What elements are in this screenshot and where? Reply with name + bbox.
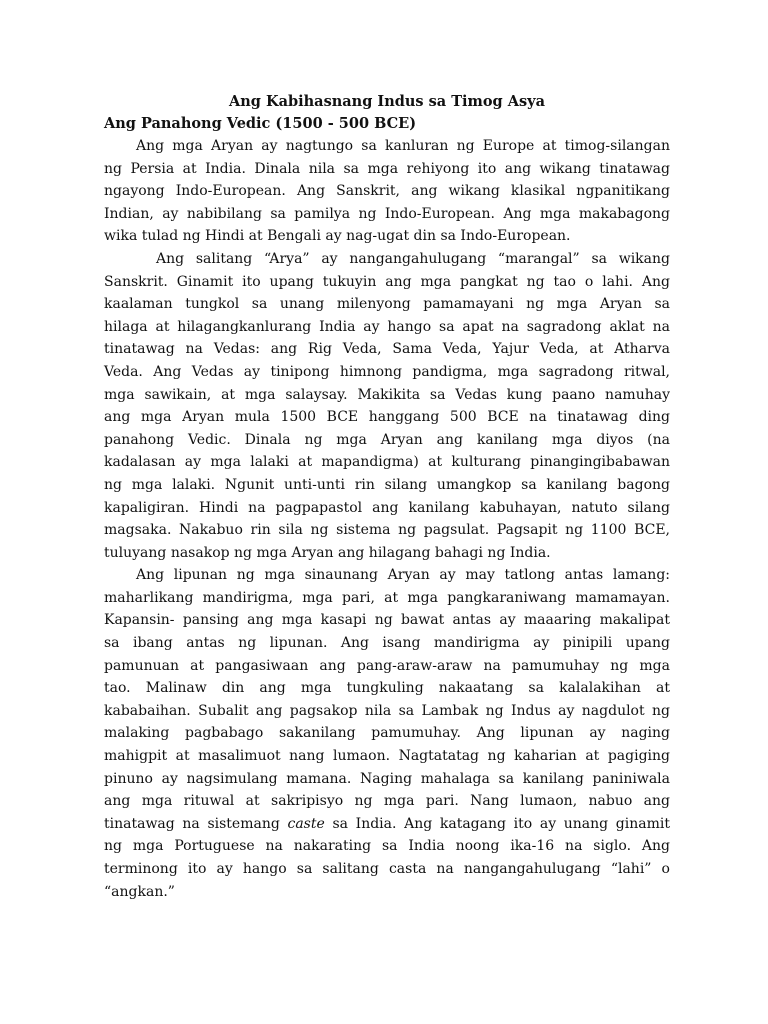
paragraph-1 <box>104 135 670 248</box>
text-line: kapaligiran. Hindi na pagpapastol ang kanilang kabuhayan, natuto silang <box>104 499 670 516</box>
text-line: Ang mga Aryan ay nagtungo sa kanluran ng Europe at timog-silangan <box>136 138 670 154</box>
paragraph-3 <box>104 564 670 903</box>
text-line: Kapansin- pansing ang mga kasapi ng bawat antas ay maaaring makalipat <box>104 612 670 629</box>
text-line: pinuno ay nagsimulang mamana. Naging mahalaga sa kanilang paniniwala <box>104 770 670 787</box>
text-line: Indian, ay nabibilang sa pamilya ng Indo-European. Ang mga makabagong <box>104 205 670 222</box>
text-line: maharlikang mandirigma, mga pari, at mga pangkaraniwang mamamayan. <box>104 589 670 606</box>
text-line: ang mga rituwal at sakripisyo ng mga pari. Nang lumaon, nabuo ang <box>104 793 670 810</box>
paragraph-2 <box>104 248 670 564</box>
text-line: Sanskrit. Ginamit ito upang tukuyin ang mga pangkat ng tao o lahi. Ang <box>104 273 670 290</box>
text-line: hilaga at hilagangkanlurang India ay hango sa apat na sagradong aklat na <box>104 318 670 335</box>
text-segment: tinatawag na sistemang <box>104 815 288 832</box>
text-line <box>104 813 670 836</box>
text-line: ng mga lalaki. Ngunit unti-unti rin silang umangkop sa kanilang bagong <box>104 476 670 493</box>
document-page <box>104 92 670 903</box>
text-line: mga sawikain, at mga salaysay. Makikita sa Vedas kung paano namuhay <box>104 386 670 403</box>
text-line: ng mga Portuguese na nakarating sa India noong ika-16 na siglo. Ang <box>104 838 670 855</box>
caste-term: caste <box>287 815 325 832</box>
document-title: Ang Kabihasnang Indus sa Timog Asya <box>229 93 545 110</box>
text-segment: sa India. Ang katagang ito ay unang ginamit <box>324 815 670 832</box>
text-line: kababaihan. Subalit ang pagsakop nila sa Lambak ng Indus ay nagdulot ng <box>104 702 670 719</box>
text-line: “angkan.” <box>104 883 175 900</box>
text-line: sa ibang antas ng lipunan. Ang isang mandirigma ay pinipili upang <box>104 635 670 652</box>
text-line: tinatawag na Vedas: ang Rig Veda, Sama Veda, Yajur Veda, at Atharva <box>104 341 670 358</box>
text-line: panahong Vedic. Dinala ng mga Aryan ang kanilang mga diyos (na <box>104 431 670 448</box>
text-line: kadalasan ay mga lalaki at mapandigma) at kulturang pinangingibabawan <box>104 454 670 471</box>
text-line: tuluyang nasakop ng mga Aryan ang hilagang bahagi ng India. <box>104 544 551 561</box>
text-line: ng Persia at India. Dinala nila sa mga rehiyong ito ang wikang tinatawag <box>104 160 670 177</box>
text-line: Veda. Ang Vedas ay tinipong himnong pandigma, mga sagradong ritwal, <box>104 363 670 380</box>
text-line: wika tulad ng Hindi at Bengali ay nag-ugat din sa Indo-European. <box>104 228 571 245</box>
text-line: Ang salitang “Arya” ay nangangahulugang “marangal” sa wikang <box>156 250 670 267</box>
text-line: ang mga Aryan mula 1500 BCE hanggang 500 BCE na tinatawag ding <box>104 409 670 426</box>
text-line: tao. Malinaw din ang mga tungkuling nakaatang sa kalalakihan at <box>104 680 670 697</box>
text-line: malaking pagbabago sakanilang pamumuhay. Ang lipunan ay naging <box>104 725 670 742</box>
text-line: ngayong Indo-European. Ang Sanskrit, ang wikang klasikal ngpanitikang <box>104 183 670 200</box>
text-line: terminong ito ay hango sa salitang casta na nangangahulugang “lahi” o <box>104 861 670 877</box>
text-line: mahigpit at masalimuot nang lumaon. Nagtatatag ng kaharian at pagiging <box>104 748 670 765</box>
text-line: Ang lipunan ng mga sinaunang Aryan ay may tatlong antas lamang: <box>136 567 670 584</box>
text-line: pamunuan at pangasiwaan ang pang-araw-araw na pamumuhay ng mga <box>104 657 670 674</box>
text-line: kaalaman tungkol sa unang milenyong pamamayani ng mga Aryan sa <box>104 296 670 313</box>
section-heading: Ang Panahong Vedic (1500 - 500 BCE) <box>104 115 417 132</box>
text-line: magsaka. Nakabuo rin sila ng sistema ng pagsulat. Pagsapit ng 1100 BCE, <box>104 522 670 539</box>
